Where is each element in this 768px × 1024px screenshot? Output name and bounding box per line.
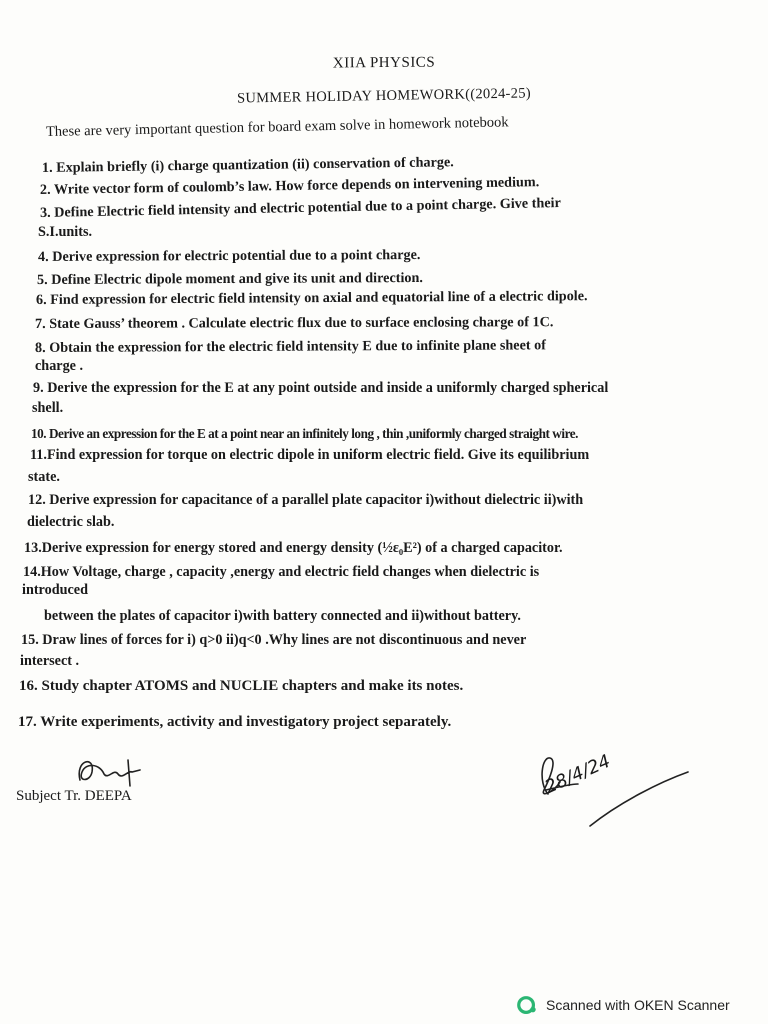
intro-text: These are very important question for board exam solve in homework notebook bbox=[45, 114, 509, 140]
class-title: XIIA PHYSICS bbox=[332, 54, 436, 72]
question-line: 9. Derive the expression for the E at any point outside and inside a uniformly charged spherical bbox=[33, 380, 609, 396]
question-line: 12. Derive expression for capacitance of a parallel plate capacitor i)without dielectric ii)with bbox=[28, 492, 584, 508]
question-line: shell. bbox=[32, 400, 64, 416]
question-line: 15. Draw lines of forces for i) q>0 ii)q<0 .Why lines are not discontinuous and never bbox=[21, 632, 527, 648]
question-line: 10. Derive an expression for the E at a point near an infinitely long , thin ,uniformly charged straight wire. bbox=[31, 426, 578, 441]
question-line: 16. Study chapter ATOMS and NUCLIE chapters and make its notes. bbox=[19, 678, 464, 694]
question-line: 14.How Voltage, charge , capacity ,energy and electric field changes when dielectric is bbox=[23, 564, 540, 580]
question-line: 17. Write experiments, activity and investigatory project separately. bbox=[18, 714, 452, 730]
question-line: 8. Obtain the expression for the electric field intensity E due to infinite plane sheet of bbox=[34, 337, 547, 356]
question-line: 2. Write vector form of coulomb’s law. How force depends on intervening medium. bbox=[39, 174, 540, 198]
question-line: 4. Derive expression for electric potential due to a point charge. bbox=[37, 246, 421, 265]
question-line: between the plates of capacitor i)with battery connected and ii)without battery. bbox=[44, 608, 521, 624]
scanner-watermark bbox=[516, 994, 730, 1016]
question-line: intersect . bbox=[20, 653, 80, 669]
question-line: 6. Find expression for electric field intensity on axial and equatorial line of a electric dipole. bbox=[35, 288, 588, 308]
question-line: 3. Define Electric field intensity and electric potential due to a point charge. Give their bbox=[39, 195, 561, 221]
question-line: dielectric slab. bbox=[27, 514, 115, 530]
scanner-text: Scanned with OKEN Scanner bbox=[546, 997, 730, 1013]
question-line: 5. Define Electric dipole moment and give its unit and direction. bbox=[36, 269, 423, 288]
oken-logo-icon bbox=[516, 994, 538, 1016]
question-line: 7. State Gauss’ theorem . Calculate electric flux due to surface enclosing charge of 1C. bbox=[34, 314, 554, 332]
question-line: 1. Explain briefly (i) charge quantization (ii) conservation of charge. bbox=[41, 154, 454, 176]
question-line: charge . bbox=[35, 358, 84, 374]
teacher-signature bbox=[70, 750, 150, 790]
question-line: state. bbox=[28, 469, 60, 485]
question-line: 11.Find expression for torque on electric dipole in uniform electric field. Give its equilibrium bbox=[30, 447, 590, 463]
question-line: S.I.units. bbox=[38, 224, 93, 240]
homework-title: SUMMER HOLIDAY HOMEWORK((2024-25) bbox=[236, 85, 532, 107]
signature-date: 28/4/24 bbox=[541, 750, 614, 799]
question-line: introduced bbox=[22, 582, 88, 598]
teacher-name: Subject Tr. DEEPA bbox=[16, 788, 132, 804]
question-line: 13.Derive expression for energy stored and energy density (½ε₀E²) of a charged capacitor. bbox=[24, 540, 563, 556]
